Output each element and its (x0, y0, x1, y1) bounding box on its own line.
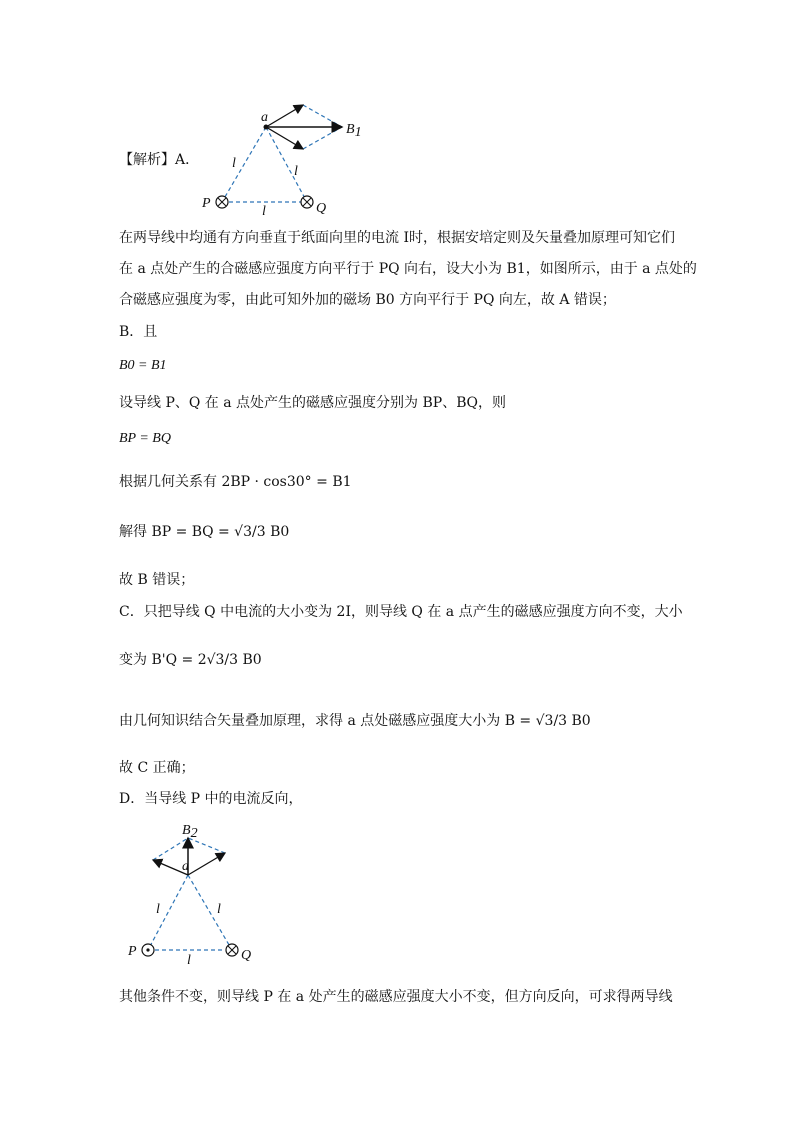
analysis-tag: 【解析】A． (119, 152, 200, 168)
label-q: Q (241, 948, 252, 963)
wire-p-out-icon (142, 944, 154, 956)
text-line-14: 故 C 正确； (119, 760, 195, 776)
text-line-2: 在 a 点处产生的合磁感应强度方向平行于 PQ 向右，设大小为 B1，如图所示，由于 a 点处的 (119, 261, 697, 277)
triangle-side-right (188, 875, 232, 950)
vector-bq (266, 105, 303, 127)
label-l-left: l (156, 902, 160, 917)
label-l-left: l (232, 156, 236, 171)
equation-bp-bq: BP = BQ (119, 431, 171, 446)
text-line-12: 变为 B'Q = 2√3/3 B0 (119, 652, 262, 668)
label-p: P (202, 196, 211, 211)
text-line-13: 由几何知识结合矢量叠加原理，求得 a 点处磁感应强度大小为 B = √3/3 B0 (119, 713, 591, 729)
label-l-right: l (217, 902, 221, 917)
point-a (264, 125, 269, 130)
label-b2: B2 (182, 823, 198, 841)
text-line-6: 设导线 P、Q 在 a 点处产生的磁感应强度分别为 BP、BQ，则 (119, 395, 506, 411)
text-line-11: C．只把导线 Q 中电流的大小变为 2I，则导线 Q 在 a 点产生的磁感应强度方向不变，大小 (119, 604, 683, 620)
label-b1: B1 (346, 122, 362, 140)
parallelogram-left (153, 838, 188, 860)
text-line-4: B．且 (119, 324, 158, 340)
label-l-right: l (294, 164, 298, 179)
label-l-base: l (187, 953, 191, 968)
label-a: a (182, 859, 189, 874)
parallelogram-top (303, 105, 342, 127)
figure-2-diagram (120, 820, 270, 970)
text-line-1: 在两导线中均通有方向垂直于纸面向里的电流 I时，根据安培定则及矢量叠加原理可知它们 (119, 230, 675, 246)
triangle-side-left (148, 875, 188, 950)
parallelogram-bottom (303, 127, 342, 149)
text-line-9: 解得 BP = BQ = √3/3 B0 (119, 524, 290, 540)
vector-bp (266, 127, 303, 149)
text-line-10: 故 B 错误； (119, 572, 195, 588)
label-l-base: l (262, 204, 266, 219)
text-line-8: 根据几何关系有 2BP · cos30° = B1 (119, 474, 352, 490)
figure-1-diagram (195, 95, 375, 220)
label-p: P (128, 944, 137, 959)
label-a: a (261, 110, 268, 125)
text-line-3: 合磁感应强度为零，由此可知外加的磁场 B0 方向平行于 PQ 向左，故 A 错误； (119, 292, 616, 308)
triangle-side-left (222, 127, 266, 202)
label-q: Q (316, 201, 327, 216)
wire-q-into-icon (226, 944, 238, 956)
equation-b0-b1: B0 = B1 (119, 358, 167, 373)
wire-q-into-icon (301, 196, 313, 208)
triangle-side-right (266, 127, 307, 202)
wire-p-into-icon (216, 196, 228, 208)
text-line-15: D．当导线 P 中的电流反向， (119, 791, 303, 807)
vector-bq (188, 853, 225, 875)
text-line-16: 其他条件不变，则导线 P 在 a 处产生的磁感应强度大小不变，但方向反向，可求得两导线 (119, 989, 673, 1005)
